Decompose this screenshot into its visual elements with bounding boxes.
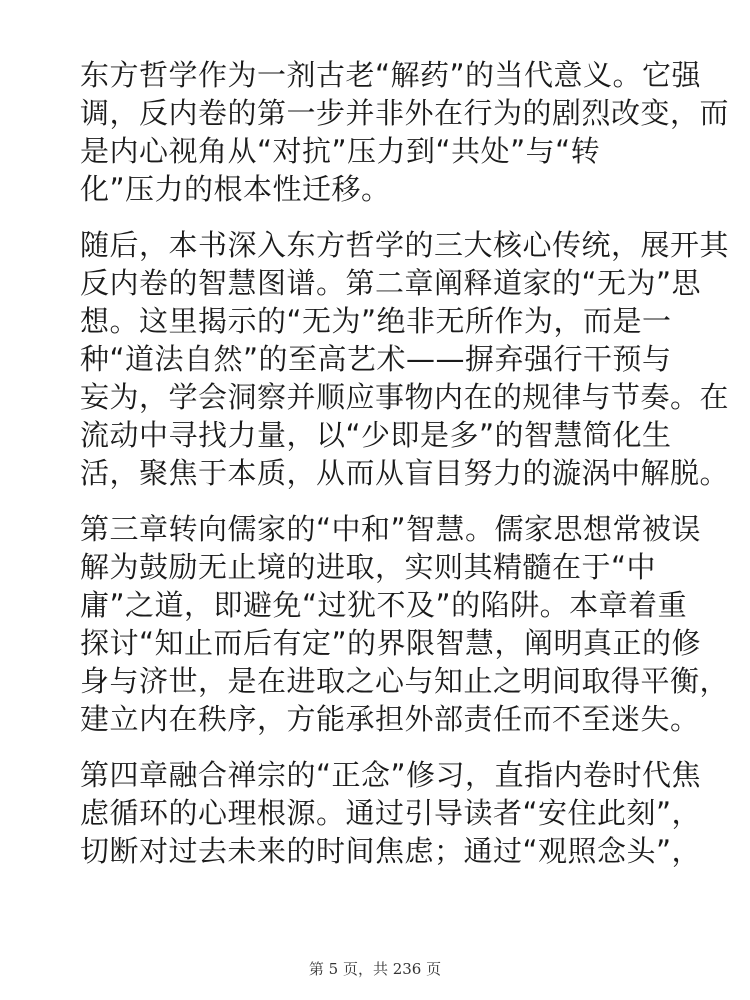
text-line: 是内心视角从“对抗”压力到“共处”与“转 bbox=[80, 134, 601, 168]
text-line: 庸”之道，即避免“过犹不及”的陷阱。本章着重 bbox=[80, 588, 688, 622]
text-line: 化”压力的根本性迁移。 bbox=[80, 172, 391, 206]
text-line: 切断对过去未来的时间焦虑；通过“观照念头”， bbox=[80, 834, 702, 868]
page-number-footer: 第 5 页，共 236 页 bbox=[308, 960, 442, 978]
text-line: 流动中寻找力量，以“少即是多”的智慧简化生 bbox=[80, 418, 672, 452]
text-line: 第三章转向儒家的“中和”智慧。儒家思想常被误 bbox=[80, 512, 702, 546]
text-line: 解为鼓励无止境的进取，实则其精髓在于“中 bbox=[80, 550, 657, 584]
body-text bbox=[80, 56, 730, 888]
paragraph-1 bbox=[80, 56, 730, 208]
text-line: 身与济世，是在进取之心与知止之明间取得平衡， bbox=[80, 664, 730, 698]
text-line: 随后，本书深入东方哲学的三大核心传统，展开其 bbox=[80, 228, 730, 262]
text-line: 妄为，学会洞察并顺应事物内在的规律与节奏。在 bbox=[80, 380, 730, 414]
text-line: 活，聚焦于本质，从而从盲目努力的漩涡中解脱。 bbox=[80, 456, 730, 490]
text-line: 想。这里揭示的“无为”绝非无所作为，而是一 bbox=[80, 304, 672, 338]
text-line: 东方哲学作为一剂古老“解药”的当代意义。它强 bbox=[80, 58, 702, 92]
paragraph-3 bbox=[80, 510, 730, 738]
paragraph-4 bbox=[80, 756, 702, 870]
text-line: 建立内在秩序，方能承担外部责任而不至迷失。 bbox=[80, 702, 700, 736]
text-line: 调，反内卷的第一步并非外在行为的剧烈改变，而 bbox=[80, 96, 730, 130]
text-line: 种“道法自然”的至高艺术——摒弃强行干预与 bbox=[80, 342, 672, 376]
text-line: 第四章融合禅宗的“正念”修习，直指内卷时代焦 bbox=[80, 758, 702, 792]
text-line: 反内卷的智慧图谱。第二章阐释道家的“无为”思 bbox=[80, 266, 702, 300]
text-line: 虑循环的心理根源。通过引导读者“安住此刻”， bbox=[80, 796, 702, 830]
paragraph-2 bbox=[80, 226, 730, 492]
text-line: 探讨“知止而后有定”的界限智慧，阐明真正的修 bbox=[80, 626, 702, 660]
